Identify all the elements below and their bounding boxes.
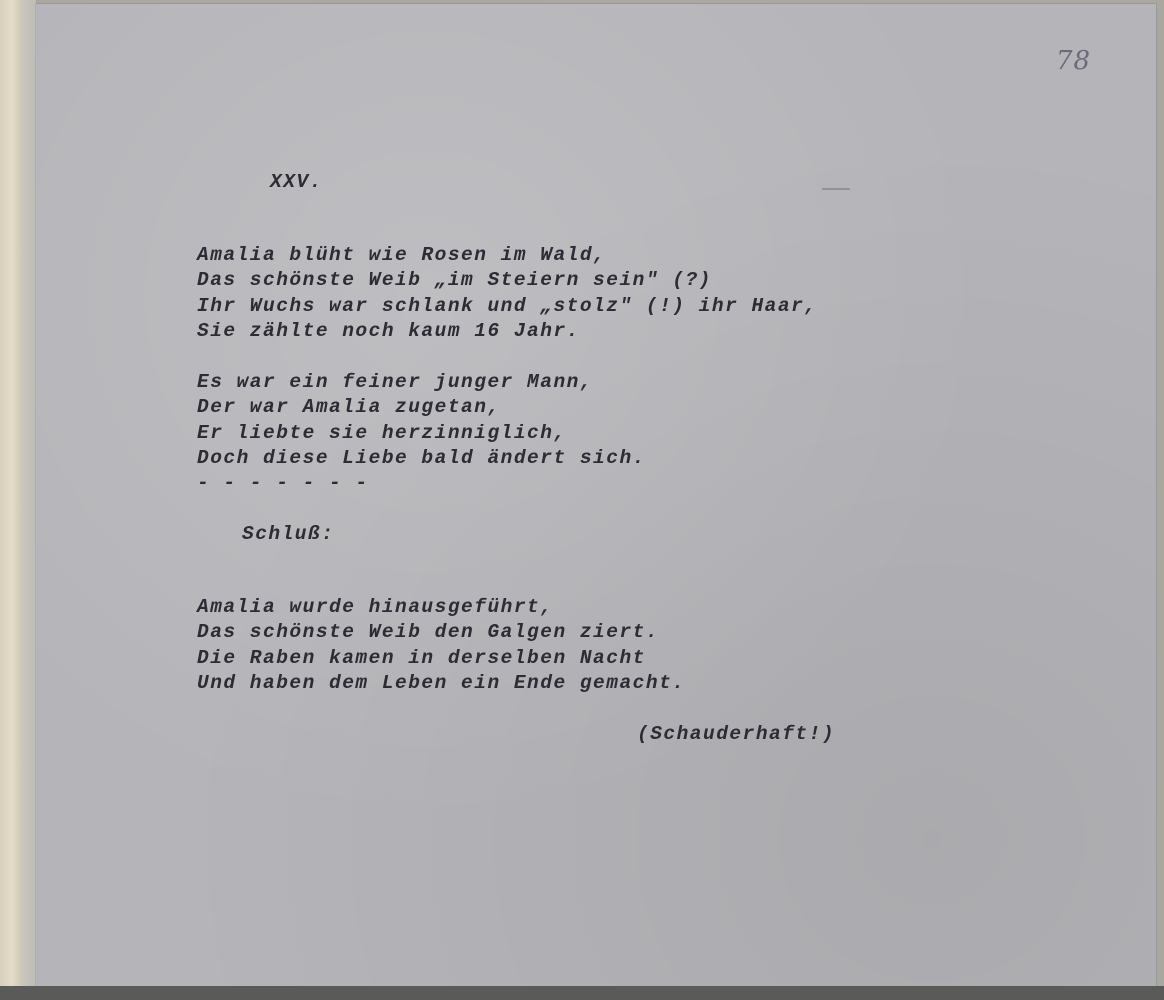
closing-label: Schluß: (242, 523, 335, 545)
section-separator: - - - - - - - (197, 472, 369, 494)
binding-shadow (22, 0, 36, 1000)
stanza-line: Sie zählte noch kaum 16 Jahr. (197, 320, 580, 342)
poem-heading: XXV. (270, 171, 323, 193)
stanza-line: Die Raben kamen in derselben Nacht (197, 646, 646, 669)
stanza-line: Ihr Wuchs war schlank und „stolz" (!) ihr Haar, (197, 294, 818, 317)
stanza-line: Amalia wurde hinausgeführt, (197, 595, 554, 618)
stanza-line: Amalia blüht wie Rosen im Wald, (197, 243, 607, 266)
stanza-line: Doch diese Liebe bald ändert sich. (197, 447, 646, 469)
stanza-3 (197, 569, 685, 697)
closing-exclamation: (Schauderhaft!) (637, 723, 836, 745)
stanza-line: Und haben dem Leben ein Ende gemacht. (197, 672, 686, 694)
scan-bottom-edge (0, 986, 1164, 1000)
stanza-line: Das schönste Weib den Galgen ziert. (197, 621, 660, 643)
stanza-line: Er liebte sie herzinniglich, (197, 421, 567, 444)
page-number: 78 (1056, 46, 1092, 76)
stray-ink-mark (822, 188, 850, 190)
stanza-line: Es war ein feiner junger Mann, (197, 370, 594, 393)
binding-edge (0, 0, 22, 1000)
stanza-1 (197, 217, 818, 345)
stanza-2 (197, 344, 646, 472)
stanza-line: Das schönste Weib „im Steiern sein" (?) (197, 269, 712, 291)
stanza-line: Der war Amalia zugetan, (197, 396, 501, 418)
